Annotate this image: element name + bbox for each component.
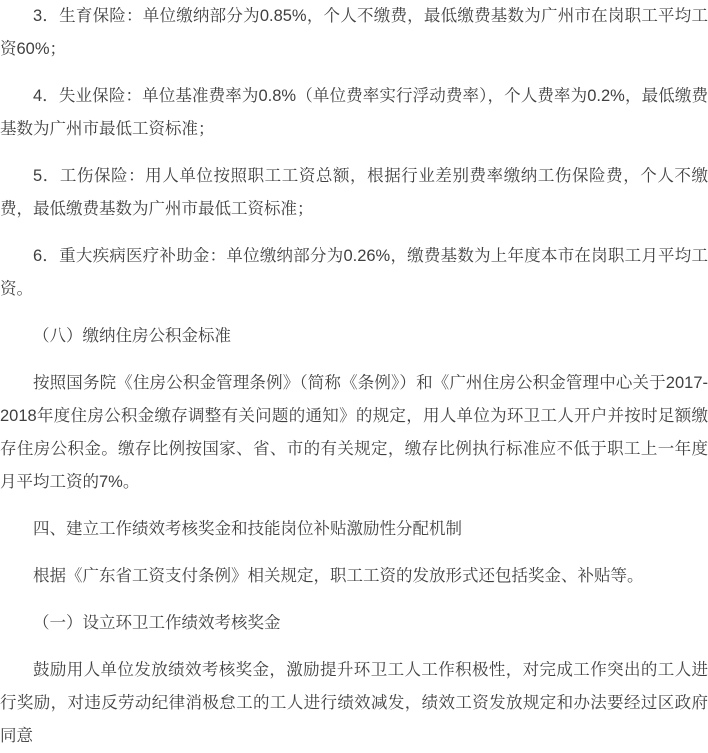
paragraph-6: 按照国务院《住房公积金管理条例》（简称《条例》）和《广州住房公积金管理中心关于2017-2018年度住房公积金缴存调整有关问题的通知》的规定，用人单位为环卫工人开户并按时足额缴存住房公积金。缴存比例按国家、省、市的有关规定，缴存比例执行标准应不低于职工上一年度月平均工资的7%。 (0, 374, 708, 491)
paragraph-9: （一）设立环卫工作绩效考核奖金 (33, 614, 281, 632)
paragraph-3: 5．工伤保险：用人单位按照职工工资总额，根据行业差别费率缴纳工伤保险费，个人不缴费，最低缴费基数为广州市最低工资标准； (0, 167, 708, 218)
paragraph-5: （八）缴纳住房公积金标准 (33, 327, 231, 345)
paragraph-4: 6．重大疾病医疗补助金：单位缴纳部分为0.26%，缴费基数为上年度本市在岗职工月平均工资。 (0, 247, 708, 298)
paragraph-10: 鼓励用人单位发放绩效考核奖金，激励提升环卫工人工作积极性，对完成工作突出的工人进行奖励，对违反劳动纪律消极怠工的工人进行绩效减发，绩效工资发放规定和办法要经过区政府同意 (0, 661, 708, 745)
paragraph-2: 4．失业保险：单位基准费率为0.8%（单位费率实行浮动费率），个人费率为0.2%，最低缴费基数为广州市最低工资标准； (0, 87, 708, 138)
paragraph-8: 根据《广东省工资支付条例》相关规定，职工工资的发放形式还包括奖金、补贴等。 (33, 567, 644, 585)
paragraph-1: 3．生育保险：单位缴纳部分为0.85%，个人不缴费，最低缴费基数为广州市在岗职工平均工资60%； (0, 7, 708, 58)
paragraph-7: 四、建立工作绩效考核奖金和技能岗位补贴激励性分配机制 (33, 520, 462, 538)
